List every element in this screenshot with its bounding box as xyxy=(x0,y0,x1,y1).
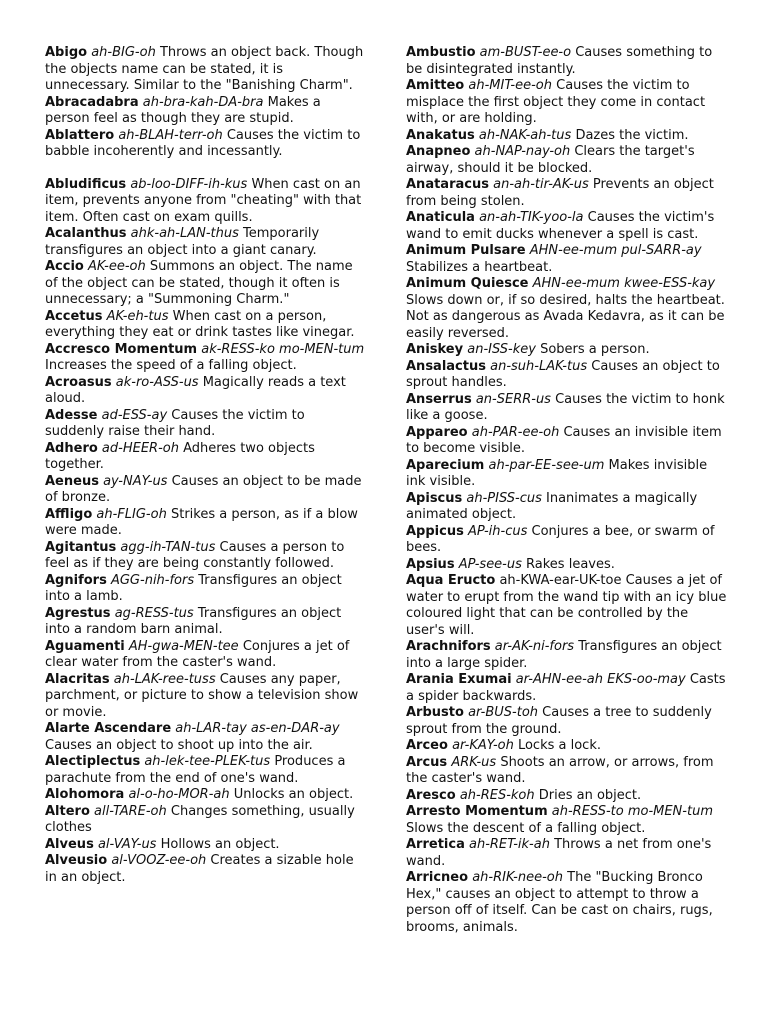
spell-name: Anataracus xyxy=(406,177,489,192)
spell-description: Transfigures an object into a lamb. xyxy=(45,572,342,604)
spell-pronunciation: AH-gwa-MEN-tee xyxy=(128,638,239,654)
spell-name: Animum Quiesce xyxy=(406,276,529,291)
spell-pronunciation: an-ah-TIK-yoo-la xyxy=(479,210,584,225)
spell-entry xyxy=(406,788,728,805)
spell-entry xyxy=(406,837,728,870)
spell-description: Causes a tree to suddenly sprout from the ground. xyxy=(406,705,712,737)
spell-description: Stabilizes a heartbeat. xyxy=(406,259,553,275)
spell-name: Abludificus xyxy=(45,176,127,192)
right-column xyxy=(406,45,728,936)
spell-description: The "Bucking Bronco Hex," causes an object to attempt to throw a person off of itself. Can be cast on chairs, rugs, brooms, animals. xyxy=(406,870,713,935)
spell-name: Aguamenti xyxy=(45,638,125,654)
spell-description: Shoots an arrow, or arrows, from the caster's wand. xyxy=(406,754,714,786)
spell-pronunciation: ah-BLAH-terr-oh xyxy=(118,127,223,143)
spell-pronunciation: ah-RESS-to mo-MEN-tum xyxy=(551,804,713,819)
spell-entry xyxy=(406,738,728,755)
spell-description: Prevents an object from being stolen. xyxy=(406,177,714,209)
spell-pronunciation: al-VOOZ-ee-oh xyxy=(111,853,207,868)
spell-pronunciation: ab-loo-DIFF-ih-kus xyxy=(130,176,248,192)
spell-name: Apsius xyxy=(406,556,455,572)
spell-entry xyxy=(45,540,367,573)
spell-name: Aeneus xyxy=(45,473,99,489)
spell-name: Altero xyxy=(45,803,90,819)
spell-entry xyxy=(406,144,728,177)
spell-description: Hollows an object. xyxy=(160,836,280,852)
left-column xyxy=(45,45,367,886)
spell-entry xyxy=(406,45,728,78)
spell-name: Abracadabra xyxy=(45,94,139,110)
spell-name: Affligo xyxy=(45,506,93,522)
spell-description: Summons an object. The name of the object can be stated, though it often is unnecessary; a "Summoning Charm." xyxy=(45,259,353,307)
spell-pronunciation: ad-HEER-oh xyxy=(101,440,179,456)
spell-entry xyxy=(406,804,728,837)
spell-entry xyxy=(406,177,728,210)
spell-description: Throws a net from one's wand. xyxy=(406,837,712,869)
spell-entry xyxy=(45,573,367,606)
spell-description: Causes the victim's wand to emit ducks whenever a spell is cast. xyxy=(406,210,715,242)
spell-description: Temporarily transfigures an object into a giant canary. xyxy=(45,226,320,258)
spell-pronunciation: ah-FLIG-oh xyxy=(96,506,167,522)
spell-entry xyxy=(45,259,367,309)
spell-pronunciation: AGG-nih-fors xyxy=(110,572,195,588)
spell-pronunciation: ak-ro-ASS-us xyxy=(115,374,199,390)
spell-description: Creates a sizable hole in an object. xyxy=(45,853,354,885)
spell-description: Causes the victim to misplace the first object they come in contact with, or are holding. xyxy=(406,78,706,126)
spell-description: Sobers a person. xyxy=(540,342,650,357)
spell-pronunciation: ar-AK-ni-fors xyxy=(494,639,575,654)
spell-pronunciation: am-BUST-ee-o xyxy=(479,45,572,60)
spell-entry xyxy=(45,45,367,95)
spell-pronunciation: ah-LAR-tay as-en-DAR-ay xyxy=(175,721,340,736)
spell-name: Anakatus xyxy=(406,127,475,143)
spell-name: Accresco Momentum xyxy=(45,341,198,357)
spell-description: Slows the descent of a falling object. xyxy=(406,820,646,836)
spell-name: Ablattero xyxy=(45,127,115,143)
spell-name: Arresto Momentum xyxy=(406,804,548,819)
spell-description: ah-KWA-ear-UK-toe Causes a jet of water to erupt from the wand tip with an icy blue coloured light that can be controlled by the user's will. xyxy=(406,573,727,638)
spell-pronunciation: ad-ESS-ay xyxy=(101,407,168,423)
spell-description: Causes the victim to babble incoherently and incessantly. xyxy=(45,127,361,159)
spell-description: Causes an object to sprout handles. xyxy=(406,358,720,390)
spell-entry xyxy=(406,870,728,936)
spell-name: Ambustio xyxy=(406,45,476,60)
spell-pronunciation: ak-RESS-ko mo-MEN-tum xyxy=(201,341,365,357)
spell-entry xyxy=(406,243,728,276)
spell-pronunciation: ah-PAR-ee-oh xyxy=(471,424,560,440)
spell-name: Arceo xyxy=(406,738,448,753)
spell-pronunciation: ah-MIT-ee-oh xyxy=(468,78,552,93)
spell-entry xyxy=(45,177,367,227)
spell-entry xyxy=(45,342,367,375)
spell-name: Aqua Eructo xyxy=(406,573,496,588)
spell-description: Produces a parachute from the end of one's wand. xyxy=(45,754,346,786)
spell-pronunciation: ah-LAK-ree-tuss xyxy=(113,671,216,687)
spell-pronunciation: ar-AHN-ee-ah EKS-oo-may xyxy=(515,672,686,687)
spell-name: Adesse xyxy=(45,407,98,423)
spell-description: Causes any paper, parchment, or picture to show a television show or movie. xyxy=(45,671,359,720)
spell-pronunciation: agg-ih-TAN-tus xyxy=(120,539,216,555)
spell-entry xyxy=(406,557,728,574)
spell-description: Causes an invisible item to become visible. xyxy=(406,424,722,456)
spell-description: Dazes the victim. xyxy=(575,127,689,143)
spell-entry xyxy=(406,392,728,425)
spell-entry xyxy=(406,491,728,524)
spell-entry xyxy=(45,787,367,804)
spell-description: Makes invisible ink visible. xyxy=(406,457,708,489)
spell-name: Alarte Ascendare xyxy=(45,721,172,736)
spell-entry xyxy=(45,309,367,342)
spell-description: Causes something to be disintegrated instantly. xyxy=(406,45,713,77)
spell-name: Arania Exumai xyxy=(406,672,512,687)
spell-description: Causes an object to be made of bronze. xyxy=(45,473,362,505)
spell-entry xyxy=(45,128,367,161)
spell-pronunciation: ar-BUS-toh xyxy=(468,705,539,720)
spell-description: Conjures a jet of clear water from the caster's wand. xyxy=(45,638,350,670)
spell-entry xyxy=(406,342,728,359)
spell-entry xyxy=(406,639,728,672)
spell-description: When cast on an item, prevents anyone from "cheating" with that item. Often cast on exam quills. xyxy=(45,176,362,225)
spell-description: Causes the victim to suddenly raise their hand. xyxy=(45,407,305,439)
spell-pronunciation: ah-par-EE-see-um xyxy=(488,457,605,473)
spell-name: Alohomora xyxy=(45,787,125,802)
spell-entry xyxy=(406,128,728,145)
spell-pronunciation: al-VAY-us xyxy=(97,836,157,852)
spell-name: Acalanthus xyxy=(45,226,127,241)
spell-pronunciation: ah-bra-kah-DA-bra xyxy=(142,94,264,110)
spell-description: Adheres two objects together. xyxy=(45,440,315,472)
spell-description: Strikes a person, as if a blow were made. xyxy=(45,506,358,538)
spell-name: Appicus xyxy=(406,523,464,539)
spell-entry xyxy=(45,375,367,408)
spell-entry xyxy=(45,672,367,722)
spell-entry xyxy=(45,441,367,474)
spell-pronunciation: ah-PISS-cus xyxy=(466,490,542,506)
spell-entry xyxy=(406,359,728,392)
spell-pronunciation: an-ISS-key xyxy=(467,342,536,357)
spell-pronunciation: ah-NAK-ah-tus xyxy=(478,127,572,143)
spell-description: Causes a person to feel as if they are being constantly followed. xyxy=(45,539,345,571)
spell-description: Transfigures an object into a random barn animal. xyxy=(45,605,342,637)
spell-description: Makes a person feel as though they are stupid. xyxy=(45,94,321,126)
spell-pronunciation: AP-see-us xyxy=(458,556,522,572)
spell-entry xyxy=(406,755,728,788)
spell-name: Agnifors xyxy=(45,572,107,588)
spell-entry xyxy=(45,408,367,441)
spell-entry xyxy=(45,606,367,639)
spell-entry xyxy=(406,276,728,342)
spell-name: Acroasus xyxy=(45,374,112,390)
spell-entry xyxy=(406,672,728,705)
spell-pronunciation: ar-KAY-oh xyxy=(452,738,514,753)
spell-pronunciation: ahk-ah-LAN-thus xyxy=(130,226,239,241)
spell-entry xyxy=(406,705,728,738)
spell-name: Abigo xyxy=(45,45,88,60)
spell-pronunciation: ah-BIG-oh xyxy=(91,45,156,60)
spell-name: Adhero xyxy=(45,440,98,456)
spell-name: Appareo xyxy=(406,424,468,440)
spell-name: Aniskey xyxy=(406,342,464,357)
spell-pronunciation: AHN-ee-mum pul-SARR-ay xyxy=(529,243,702,258)
spell-entry xyxy=(45,721,367,754)
spell-entry xyxy=(45,226,367,259)
spell-pronunciation: ah-RES-koh xyxy=(459,787,535,803)
spell-pronunciation: ah-RET-ik-ah xyxy=(469,837,550,852)
spell-description: Changes something, usually clothes xyxy=(45,803,355,835)
spell-entry xyxy=(406,573,728,639)
spell-name: Anaticula xyxy=(406,210,475,225)
spell-name: Animum Pulsare xyxy=(406,243,526,258)
spell-description: Transfigures an object into a large spider. xyxy=(406,639,722,671)
spell-entry xyxy=(45,804,367,837)
spell-entry xyxy=(45,754,367,787)
spell-name: Agrestus xyxy=(45,605,111,621)
spell-name: Arricneo xyxy=(406,870,469,885)
spell-description: Inanimates a magically animated object. xyxy=(406,490,698,522)
spell-pronunciation: ay-NAY-us xyxy=(103,473,168,489)
spell-name: Arbusto xyxy=(406,705,464,720)
spell-entry xyxy=(406,524,728,557)
spell-description: Rakes leaves. xyxy=(526,556,615,572)
spell-pronunciation: ah-RIK-nee-oh xyxy=(472,870,563,885)
spell-name: Aparecium xyxy=(406,457,485,473)
spell-description: Unlocks an object. xyxy=(233,787,354,802)
spell-name: Anapneo xyxy=(406,144,471,159)
spell-pronunciation: AK-ee-oh xyxy=(88,259,146,274)
spell-entry xyxy=(45,507,367,540)
spell-pronunciation: an-suh-LAK-tus xyxy=(490,358,588,374)
spell-name: Agitantus xyxy=(45,539,117,555)
spell-pronunciation: all-TARE-oh xyxy=(94,803,167,819)
spell-entry xyxy=(45,837,367,854)
spell-description: Dries an object. xyxy=(538,787,642,803)
spell-pronunciation: an-ah-tir-AK-us xyxy=(493,177,589,192)
spell-description: Causes an object to shoot up into the air. xyxy=(45,737,313,753)
spell-name: Arcus xyxy=(406,754,448,770)
spell-name: Aresco xyxy=(406,787,456,803)
spell-entry xyxy=(45,853,367,886)
spell-name: Alacritas xyxy=(45,671,110,687)
spell-pronunciation: AHN-ee-mum kwee-ESS-kay xyxy=(532,276,716,291)
spell-description: Conjures a bee, or swarm of bees. xyxy=(406,523,715,555)
spell-description: When cast on a person, everything they eat or drink tastes like vinegar. xyxy=(45,308,355,340)
spell-entry xyxy=(406,425,728,458)
spell-description: Causes the victim to honk like a goose. xyxy=(406,391,725,423)
spell-pronunciation: al-o-ho-MOR-ah xyxy=(128,787,230,802)
spell-description: Clears the target's airway, should it be blocked. xyxy=(406,144,695,176)
spell-name: Apiscus xyxy=(406,490,463,506)
spell-name: Accio xyxy=(45,259,84,274)
spell-name: Arachnifors xyxy=(406,639,491,654)
spell-pronunciation: ARK-us xyxy=(451,754,497,770)
spell-name: Alectiplectus xyxy=(45,754,141,769)
spell-entry xyxy=(406,78,728,128)
spell-pronunciation: ag-RESS-tus xyxy=(114,605,194,621)
spell-entry xyxy=(45,639,367,672)
spell-pronunciation: AP-ih-cus xyxy=(467,523,528,539)
spell-name: Anserrus xyxy=(406,391,472,407)
spell-name: Accetus xyxy=(45,308,103,324)
spell-name: Alveusio xyxy=(45,853,108,868)
spell-pronunciation: ah-lek-tee-PLEK-tus xyxy=(144,754,271,769)
spell-pronunciation: AK-eh-tus xyxy=(106,308,169,324)
spell-description: Throws an object back. Though the objects name can be stated, it is unnecessary. Similar to the "Banishing Charm". xyxy=(45,45,364,93)
spell-description: Locks a lock. xyxy=(517,738,601,753)
spell-description: Slows down or, if so desired, halts the heartbeat. Not as dangerous as Avada Kedavra, as it can be easily reversed. xyxy=(406,292,725,341)
spell-entry xyxy=(406,210,728,243)
spell-name: Ansalactus xyxy=(406,358,486,374)
spell-description: Magically reads a text aloud. xyxy=(45,374,346,406)
spell-pronunciation: an-SERR-us xyxy=(475,391,551,407)
spell-entry xyxy=(45,95,367,128)
spell-entry xyxy=(406,458,728,491)
spell-name: Amitteo xyxy=(406,78,465,93)
spell-entry xyxy=(45,474,367,507)
spell-pronunciation: ah-NAP-nay-oh xyxy=(474,144,571,159)
spell-name: Arretica xyxy=(406,837,465,852)
spell-description: Casts a spider backwards. xyxy=(406,672,726,704)
spell-description: Increases the speed of a falling object. xyxy=(45,358,297,373)
spell-name: Alveus xyxy=(45,836,94,852)
